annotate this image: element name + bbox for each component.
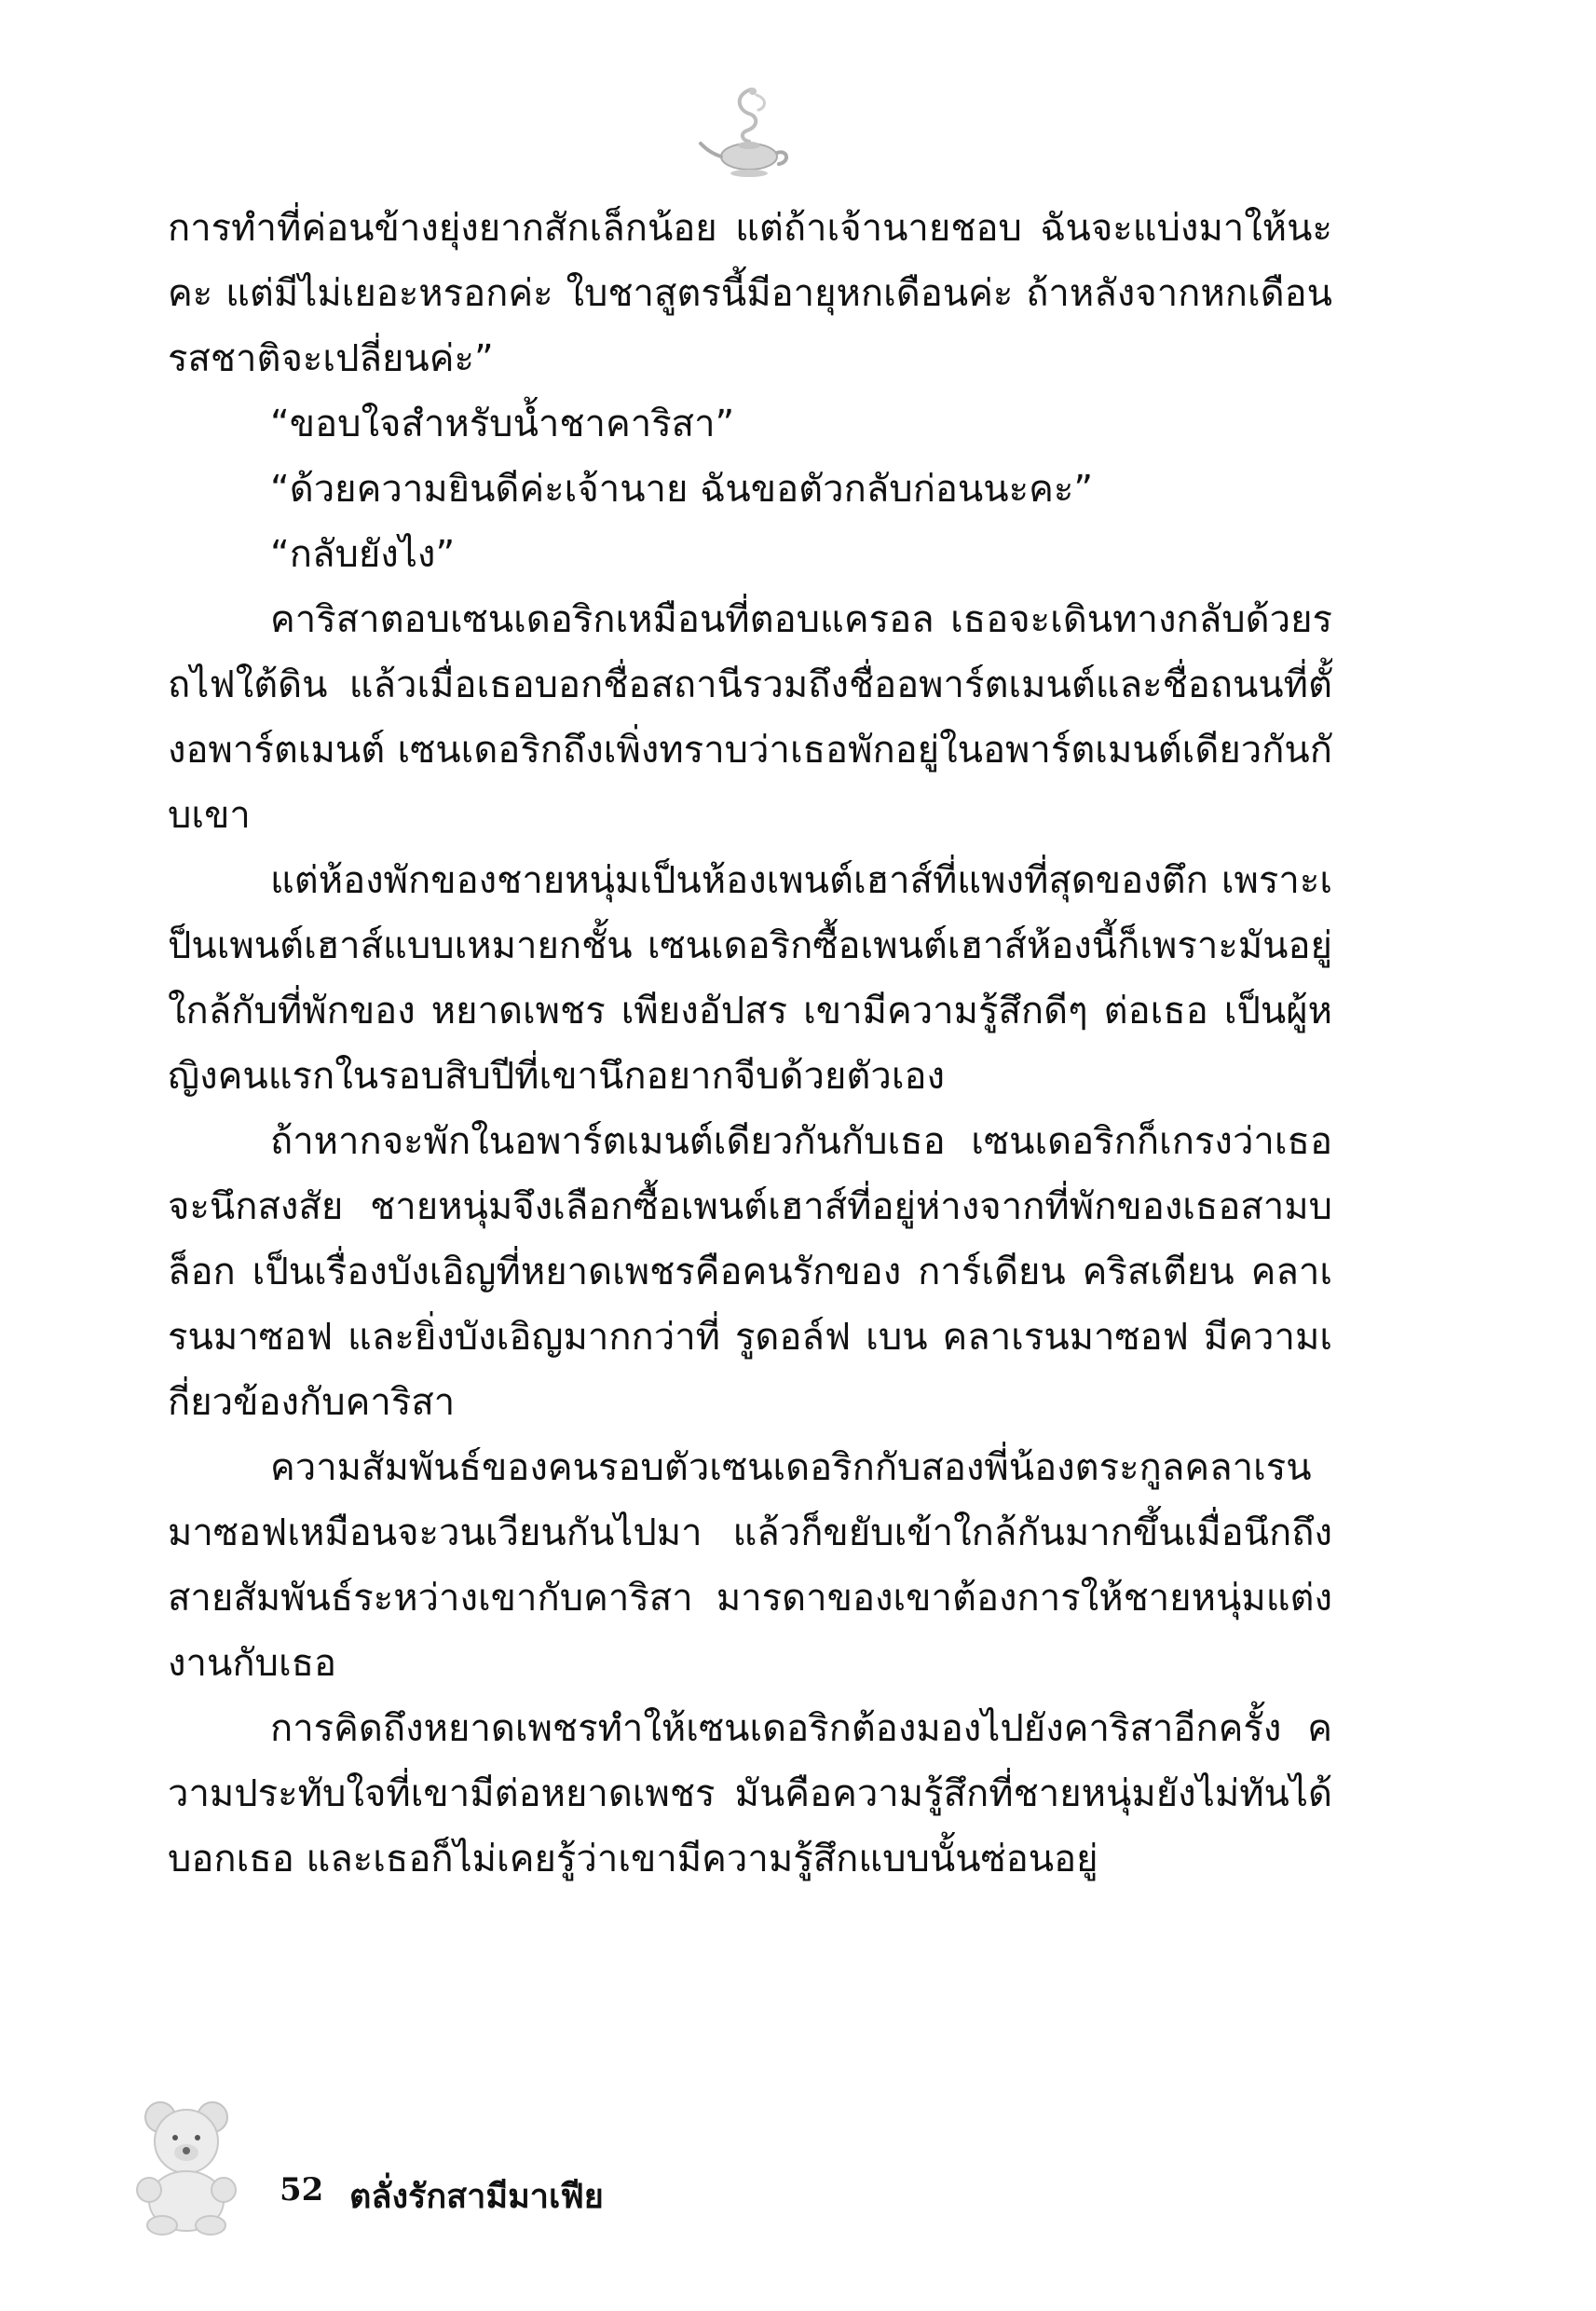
page-number: 52 (280, 2171, 324, 2208)
paragraph-5: คาริสาตอบเซนเดอริกเหมือนที่ตอบแครอล เธอจะเดินทางกลับด้วยรถไฟใต้ดิน แล้วเมื่อเธอบอกชื่อสถานีรวมถึงชื่ออพาร์ตเมนต์และชื่อถนนที่ตั้งอพาร์ตเมนต์ เซนเดอริกถึงเพิ่งทราบว่าเธอพักอยู่ในอพาร์ตเมนต์เดียวกันกับเขา (168, 598, 1332, 837)
paragraph-2: “ขอบใจสำหรับน้ำชาคาริสา” (270, 403, 735, 445)
page-footer (121, 2097, 773, 2246)
paragraph-1: การทำที่ค่อนข้างยุ่งยากสักเล็กน้อย แต่ถ้าเจ้านายชอบ ฉันจะแบ่งมาให้นะคะ แต่มีไม่เยอะหรอกค่ะ ใบชาสูตรนี้มีอายุหกเดือนค่ะ ถ้าหลังจากหกเดือนรสชาติจะเปลี่ยนค่ะ” (168, 207, 1332, 380)
teddy-bear-icon (121, 2097, 252, 2236)
book-title: ตลั่งรักสามีมาเฟีย (349, 2178, 604, 2216)
teapot-genie-icon (697, 82, 799, 185)
paragraph-4: “กลับยังไง” (270, 533, 456, 576)
paragraph-7: ถ้าหากจะพักในอพาร์ตเมนต์เดียวกันกับเธอ เซนเดอริกก็เกรงว่าเธอจะนึกสงสัย ชายหนุ่มจึงเลือกซื้อเพนต์เฮาส์ที่อยู่ห่างจากที่พักของเธอสามบล็อก เป็นเรื่องบังเอิญที่หยาดเพชรคือคนรักของ การ์เดียน คริสเตียน คลาเรนมาซอฟ และยิ่งบังเอิญมากกว่าที่ รูดอล์ฟ เบน คลาเรนมาซอฟ มีความเกี่ยวข้องกับคาริสา (168, 1120, 1332, 1424)
paragraph-3: “ด้วยความยินดีค่ะเจ้านาย ฉันขอตัวกลับก่อนนะคะ” (270, 468, 1094, 511)
paragraph-8: ความสัมพันธ์ของคนรอบตัวเซนเดอริกกับสองพี่น้องตระกูลคลาเรนมาซอฟเหมือนจะวนเวียนกันไปมา แล้วก็ขยับเข้าใกล้กันมากขึ้นเมื่อนึกถึงสายสัมพันธ์ระหว่างเขากับคาริสา มารดาของเขาต้องการให้ชายหนุ่มแต่งงานกับเธอ (168, 1446, 1332, 1685)
body-text (168, 196, 1332, 2134)
paragraph-9: การคิดถึงหยาดเพชรทำให้เซนเดอริกต้องมองไปยังคาริสาอีกครั้ง ความประทับใจที่เขามีต่อหยาดเพชร มันคือความรู้สึกที่ชายหนุ่มยังไม่ทันได้บอกเธอ และเธอก็ไม่เคยรู้ว่าเขามีความรู้สึกแบบนั้นซ่อนอยู่ (168, 1707, 1332, 1880)
paragraph-6: แต่ห้องพักของชายหนุ่มเป็นห้องเพนต์เฮาส์ที่แพงที่สุดของตึก เพราะเป็นเพนต์เฮาส์แบบเหมายกชั้น เซนเดอริกซื้อเพนต์เฮาส์ห้องนี้ก็เพราะมันอยู่ใกล้กับที่พักของ หยาดเพชร เพียงอัปสร เขามีความรู้สึกดีๆ ต่อเธอ เป็นผู้หญิงคนแรกในรอบสิบปีที่เขานึกอยากจีบด้วยตัวเอง (168, 859, 1332, 1098)
